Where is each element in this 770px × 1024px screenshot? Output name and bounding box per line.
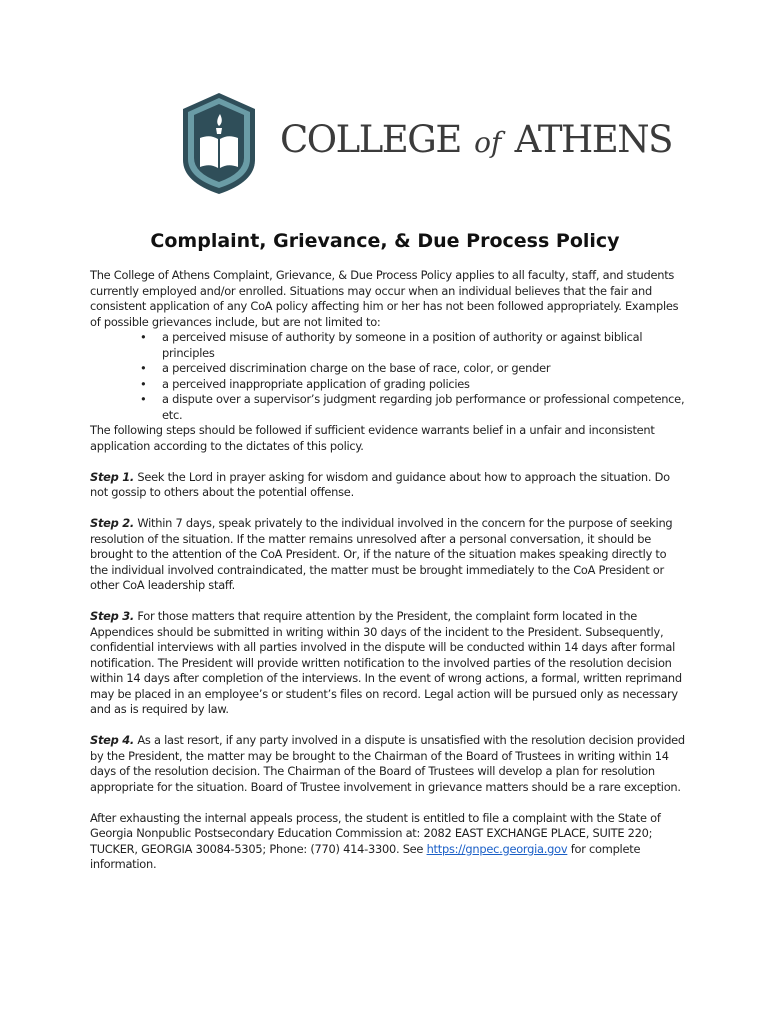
gnpec-link[interactable]: https://gnpec.georgia.gov bbox=[426, 841, 568, 856]
list-item-text: a perceived inappropriate application of grading policies bbox=[162, 376, 470, 391]
list-item bbox=[90, 392, 686, 423]
step-2-paragraph bbox=[90, 516, 686, 594]
list-item bbox=[90, 330, 686, 361]
brand-college: COLLEGE bbox=[280, 118, 461, 161]
closing-text-before: After exhausting the internal appeals process, the student is entitled to file a complaint with the State of Georgia Nonpublic Postsecondary Education Commission at: 2082 EAST EXCHANGE PLACE, SUITE 220; TUCKER, GEORGIA 30084-5305; Phone: (770) 414-3300. See bbox=[90, 810, 661, 856]
bullet-icon: • bbox=[140, 392, 147, 406]
bullet-icon: • bbox=[140, 361, 147, 375]
college-shield-logo bbox=[180, 92, 258, 195]
intro-paragraph: The College of Athens Complaint, Grievance, & Due Process Policy applies to all faculty, staff, and students currently employed and/or enrolled. Situations may occur when an individual believes that the fair and consistent application of any CoA policy affecting him or her has not been followed appropriately. Examples of possible grievances include, but are not limited to: bbox=[90, 268, 679, 329]
bullet-icon: • bbox=[140, 376, 147, 391]
closing-text-after: for complete information. bbox=[90, 841, 641, 871]
step-3-paragraph bbox=[90, 609, 686, 718]
step-1-text: Seek the Lord in prayer asking for wisdom and guidance about how to approach the situation. Do not gossip to others about the potential offense. bbox=[90, 469, 670, 499]
grievance-list bbox=[90, 330, 686, 423]
list-item bbox=[90, 377, 686, 393]
step-2-label: Step 2. bbox=[90, 516, 134, 530]
college-wordmark bbox=[280, 120, 672, 163]
policy-body bbox=[90, 268, 686, 873]
step-2-text: Within 7 days, speak privately to the individual involved in the concern for the purpose of seeking resolution of the situation. If the matter remains unresolved after a personal conversation, it should be brought to the attention of the CoA President. Or, if the nature of the situation makes speaking directly to the individual involved contraindicated, the matter must be brought immediately to the CoA President or other CoA leadership staff. bbox=[90, 516, 673, 592]
brand-of: of bbox=[474, 126, 502, 159]
bullet-icon: • bbox=[140, 330, 147, 344]
step-4-paragraph bbox=[90, 733, 686, 795]
list-item bbox=[90, 361, 686, 377]
page-title: Complaint, Grievance, & Due Process Policy bbox=[150, 230, 620, 252]
step-4-text: As a last resort, if any party involved in a dispute is unsatisfied with the resolution decision provided by the President, the matter may be brought to the Chairman of the Board of Trustees in writing within 14 days of the resolution decision. The Chairman of the Board of Trustees will develop a plan for resolution appropriate for the situation. Board of Trustee involvement in grievance matters should be a rare exception. bbox=[90, 733, 685, 794]
list-item-text: a dispute over a supervisor’s judgment regarding job performance or professional competence, etc. bbox=[162, 392, 685, 422]
steps-intro-paragraph: The following steps should be followed if sufficient evidence warrants belief in a unfair and inconsistent application according to the dictates of this policy. bbox=[90, 423, 655, 453]
step-3-label: Step 3. bbox=[90, 609, 134, 623]
step-1-label: Step 1. bbox=[90, 469, 134, 484]
brand-athens: ATHENS bbox=[514, 118, 672, 161]
step-4-label: Step 4. bbox=[90, 733, 134, 747]
list-item-text: a perceived misuse of authority by someone in a position of authority or against biblical principles bbox=[162, 330, 643, 360]
college-header bbox=[180, 92, 672, 197]
list-item-text: a perceived discrimination charge on the base of race, color, or gender bbox=[162, 361, 551, 375]
closing-paragraph bbox=[90, 811, 686, 873]
step-1-paragraph bbox=[90, 470, 686, 501]
step-3-text: For those matters that require attention by the President, the complaint form located in the Appendices should be submitted in writing within 30 days of the incident to the President. Subsequently, confidential interviews with all parties involved in the dispute will be conducted within 14 days after formal notification. The President will provide written notification to the involved parties of the resolution decision within 14 days after completion of the interviews. In the event of wrong actions, a formal, written reprimand may be placed in an employee’s or student’s files on record. Legal action will be pursued only as necessary and as is required by law. bbox=[90, 609, 682, 716]
